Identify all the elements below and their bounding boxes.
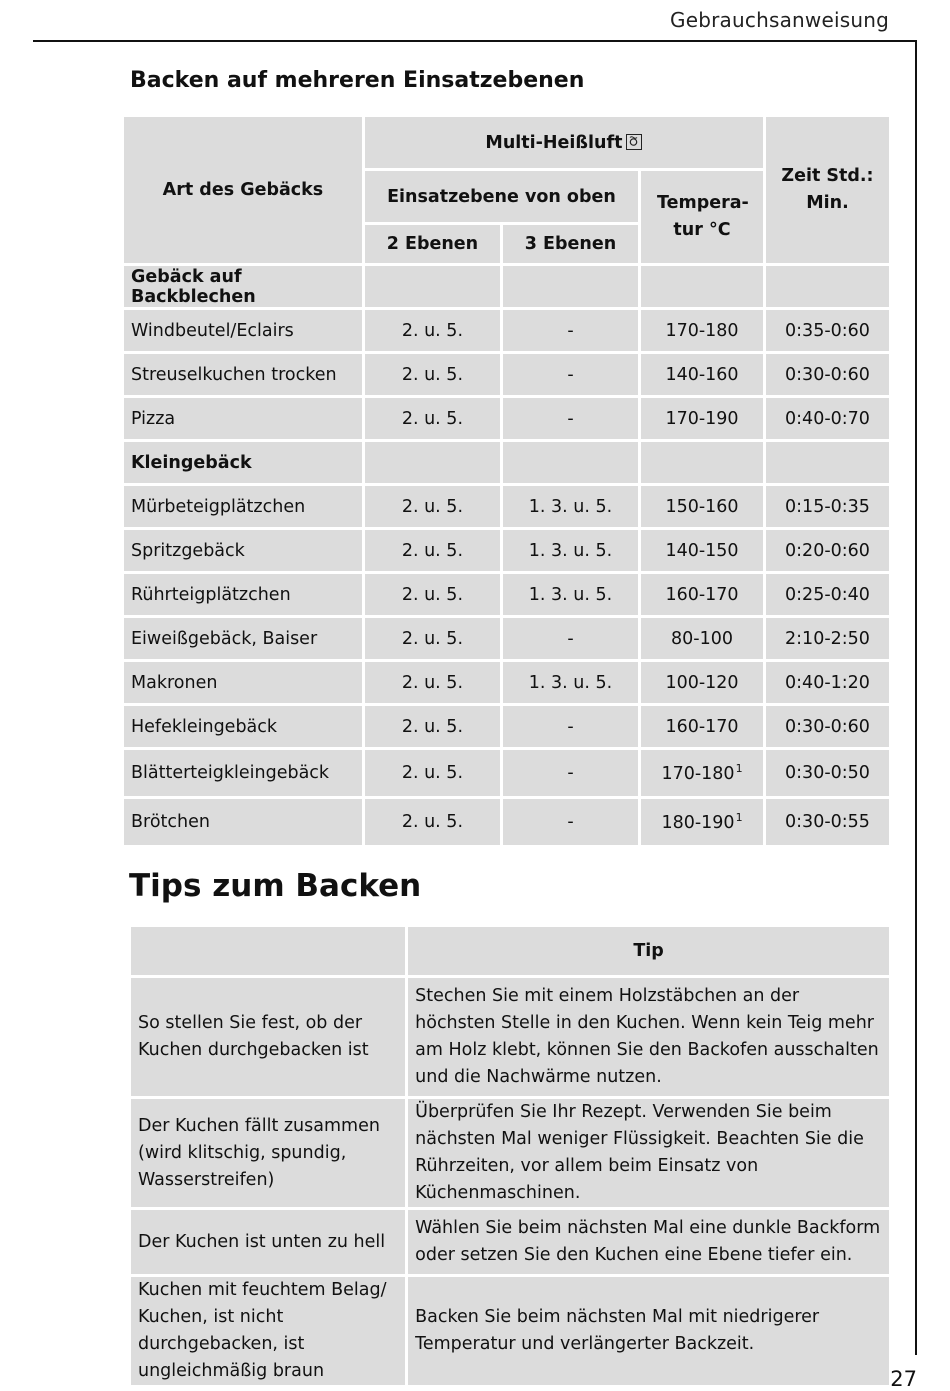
row-three-levels: - [503, 310, 638, 351]
temperature-value: 150-160 [665, 496, 739, 517]
empty-cell [766, 266, 889, 307]
header-mode [365, 117, 763, 168]
row-time: 2:10-2:50 [766, 618, 889, 659]
table-row [124, 618, 889, 659]
empty-cell [365, 442, 500, 483]
header-mode-label: Multi-Heißluft [485, 132, 623, 153]
group-row [124, 266, 889, 307]
baking-table [121, 114, 892, 848]
row-two-levels: 2. u. 5. [365, 799, 500, 845]
header-two-levels: 2 Ebenen [365, 225, 500, 263]
running-head: Gebrauchsanweisung [670, 8, 889, 32]
header-rule [33, 40, 917, 42]
tip-problem: Kuchen mit feuchtem Belag/ Kuchen, ist nicht durchgebacken, ist ungleichmäßig braun [131, 1277, 405, 1385]
row-three-levels: 1. 3. u. 5. [503, 530, 638, 571]
temperature-value: 160-170 [665, 716, 739, 737]
empty-cell [641, 266, 763, 307]
row-time: 0:40-0:70 [766, 398, 889, 439]
row-time: 0:35-0:60 [766, 310, 889, 351]
temperature-value: 140-160 [665, 364, 739, 385]
table-row [124, 574, 889, 615]
header-levels: Einsatzebene von oben [365, 171, 638, 222]
footnote-marker: 1 [735, 811, 743, 824]
row-name: Windbeutel/Eclairs [124, 310, 362, 351]
row-temperature [641, 662, 763, 703]
row-time: 0:40-1:20 [766, 662, 889, 703]
header-temperature-label: Tempera-tur °C [657, 193, 749, 240]
row-two-levels: 2. u. 5. [365, 310, 500, 351]
row-name: Spritzgebäck [124, 530, 362, 571]
row-time: 0:30-0:50 [766, 750, 889, 796]
row-two-levels: 2. u. 5. [365, 662, 500, 703]
table-row [124, 398, 889, 439]
footnote-marker: 1 [735, 762, 743, 775]
table-row [124, 750, 889, 796]
group-label: Kleingebäck [124, 442, 362, 483]
row-temperature [641, 486, 763, 527]
row-two-levels: 2. u. 5. [365, 530, 500, 571]
table-row [124, 530, 889, 571]
row-name: Mürbeteigplätzchen [124, 486, 362, 527]
row-temperature [641, 618, 763, 659]
row-time: 0:25-0:40 [766, 574, 889, 615]
tip-problem: Der Kuchen fällt zusammen (wird klitschig, spundig, Wasserstreifen) [131, 1099, 405, 1207]
row-temperature [641, 398, 763, 439]
tip-row [131, 978, 889, 1096]
temperature-value: 170-180 [665, 320, 739, 341]
row-two-levels: 2. u. 5. [365, 618, 500, 659]
row-two-levels: 2. u. 5. [365, 750, 500, 796]
row-three-levels: - [503, 750, 638, 796]
row-three-levels: - [503, 706, 638, 747]
table-row [124, 354, 889, 395]
row-three-levels: 1. 3. u. 5. [503, 662, 638, 703]
row-time: 0:30-0:55 [766, 799, 889, 845]
row-temperature [641, 530, 763, 571]
row-temperature [641, 750, 763, 796]
row-name: Hefekleingebäck [124, 706, 362, 747]
row-name: Brötchen [124, 799, 362, 845]
temperature-value: 100-120 [665, 672, 739, 693]
row-name: Blätterteigkleingebäck [124, 750, 362, 796]
row-two-levels: 2. u. 5. [365, 486, 500, 527]
row-time: 0:30-0:60 [766, 354, 889, 395]
side-rule [915, 40, 917, 1355]
row-two-levels: 2. u. 5. [365, 398, 500, 439]
tip-row [131, 1210, 889, 1274]
row-time: 0:20-0:60 [766, 530, 889, 571]
row-name: Makronen [124, 662, 362, 703]
row-three-levels: 1. 3. u. 5. [503, 574, 638, 615]
empty-cell [503, 442, 638, 483]
row-two-levels: 2. u. 5. [365, 354, 500, 395]
tip-text: Überprüfen Sie Ihr Rezept. Verwenden Sie beim nächsten Mal weniger Flüssigkeit. Beachten Sie die Rührzeiten, vor allem beim Einsatz von Küchenmaschinen. [408, 1099, 889, 1207]
fan-oven-icon [626, 134, 642, 150]
group-row [124, 442, 889, 483]
row-temperature [641, 310, 763, 351]
tip-text: Stechen Sie mit einem Holzstäbchen an der höchsten Stelle in den Kuchen. Wenn kein Teig mehr am Holz klebt, können Sie den Backofen ausschalten und die Nachwärme nutzen. [408, 978, 889, 1096]
group-label: Gebäck auf Backblechen [124, 266, 362, 307]
temperature-value: 170-190 [665, 408, 739, 429]
row-two-levels: 2. u. 5. [365, 574, 500, 615]
row-time: 0:30-0:60 [766, 706, 889, 747]
row-temperature [641, 706, 763, 747]
header-temperature [641, 171, 763, 263]
row-name: Pizza [124, 398, 362, 439]
row-name: Streuselkuchen trocken [124, 354, 362, 395]
row-three-levels: - [503, 618, 638, 659]
tip-text: Backen Sie beim nächsten Mal mit niedrigerer Temperatur und verlängerter Backzeit. [408, 1277, 889, 1385]
table-row [124, 662, 889, 703]
temperature-value: 140-150 [665, 540, 739, 561]
empty-cell [365, 266, 500, 307]
header-time-label: Zeit Std.: Min. [781, 166, 874, 213]
row-three-levels: - [503, 354, 638, 395]
table-row [124, 799, 889, 845]
header-type: Art des Gebäcks [124, 117, 362, 263]
empty-cell [641, 442, 763, 483]
tip-text: Wählen Sie beim nächsten Mal eine dunkle Backform oder setzen Sie den Kuchen eine Ebene tiefer ein. [408, 1210, 889, 1274]
tip-problem: Der Kuchen ist unten zu hell [131, 1210, 405, 1274]
tips-title: Tips zum Backen [129, 868, 422, 904]
row-two-levels: 2. u. 5. [365, 706, 500, 747]
row-three-levels: - [503, 398, 638, 439]
tip-problem: So stellen Sie fest, ob der Kuchen durchgebacken ist [131, 978, 405, 1096]
empty-cell [766, 442, 889, 483]
row-temperature [641, 574, 763, 615]
row-temperature [641, 354, 763, 395]
row-three-levels: - [503, 799, 638, 845]
tips-header-tip: Tip [408, 927, 889, 975]
temperature-value: 80-100 [671, 628, 733, 649]
table-row [124, 310, 889, 351]
header-time [766, 117, 889, 263]
temperature-value: 160-170 [665, 584, 739, 605]
tip-row [131, 1277, 889, 1385]
empty-cell [503, 266, 638, 307]
row-name: Eiweißgebäck, Baiser [124, 618, 362, 659]
table-row [124, 706, 889, 747]
header-three-levels: 3 Ebenen [503, 225, 638, 263]
row-three-levels: 1. 3. u. 5. [503, 486, 638, 527]
tips-header-problem [131, 927, 405, 975]
page-number: 27 [890, 1367, 917, 1391]
row-temperature [641, 799, 763, 845]
row-time: 0:15-0:35 [766, 486, 889, 527]
tips-table [128, 924, 892, 1388]
temperature-value: 180-190 [661, 813, 735, 833]
tip-row [131, 1099, 889, 1207]
row-name: Rührteigplätzchen [124, 574, 362, 615]
table-row [124, 486, 889, 527]
temperature-value: 170-180 [661, 764, 735, 784]
section-title: Backen auf mehreren Einsatzebenen [130, 68, 585, 93]
